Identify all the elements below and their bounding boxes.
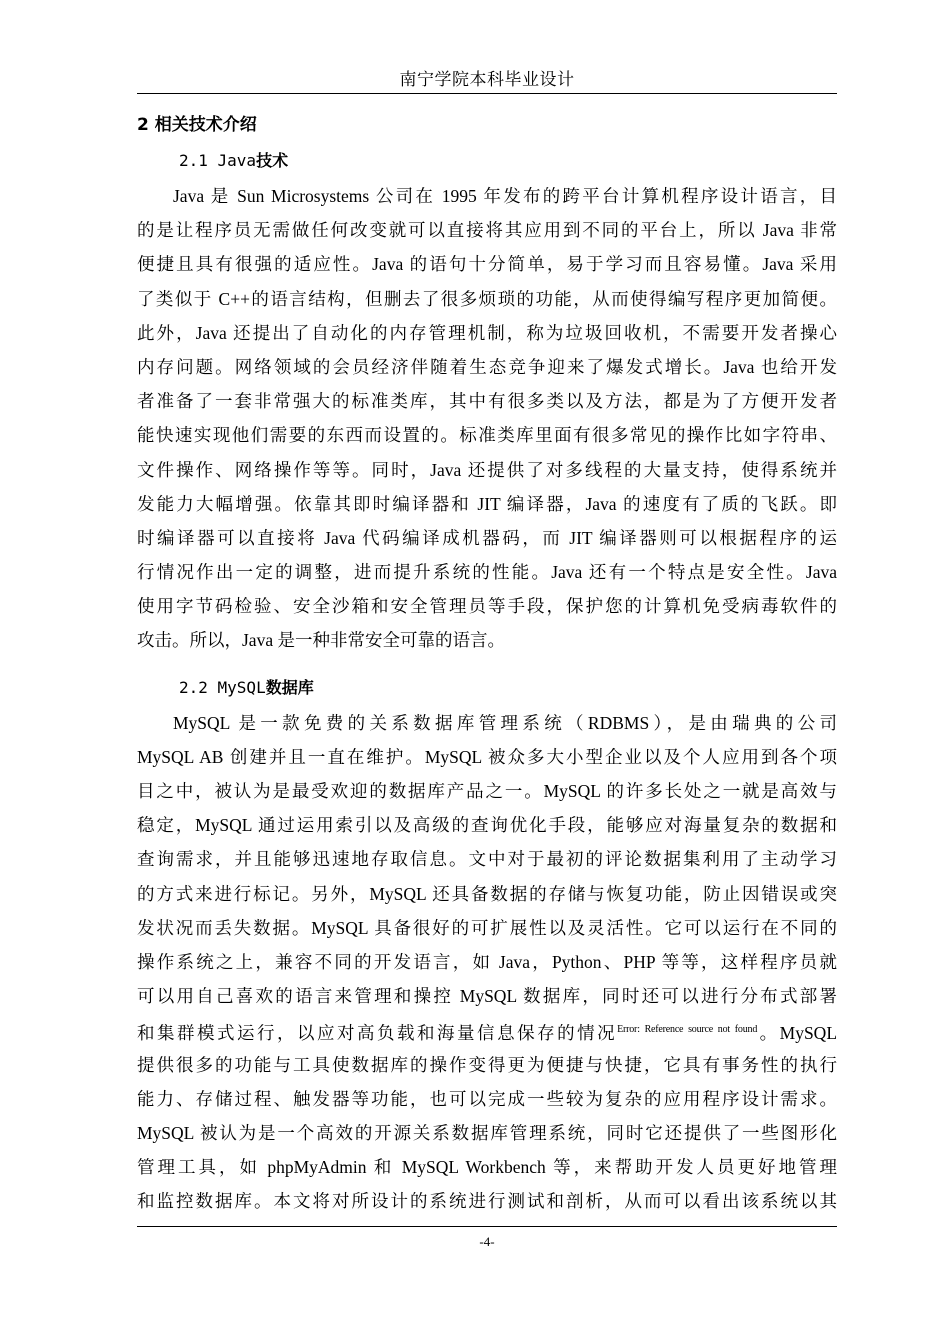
paragraph-line: 此外，Java 还提出了自动化的内存管理机制，称为垃圾回收机，不需要开发者操心 — [137, 322, 837, 343]
paragraph-line: 内存问题。网络领域的会员经济伴随着生态竞争迎来了爆发式增长。Java 也给开发 — [137, 356, 837, 377]
paragraph-line: 操作系统之上，兼容不同的开发语言，如 Java，Python、PHP 等等，这样程序员就 — [137, 951, 837, 972]
paragraph-line: 者准备了一套非常强大的标准类库，其中有很多类以及方法，都是为了方便开发者 — [137, 391, 837, 412]
subsection-number: 2.1 Java — [179, 151, 257, 170]
paragraph-line: 文件操作、网络操作等等。同时，Java 还提供了对多线程的大量支持，使得系统并 — [137, 459, 837, 480]
page-number: -4- — [479, 1234, 495, 1249]
paragraph-line: 了类似于 C++的语言结构，但删去了很多烦琐的功能，从而使得编写程序更加简便。 — [137, 288, 837, 309]
subsection-number: 2.2 MySQL — [179, 677, 266, 697]
line-text: 。MySQL — [757, 1023, 838, 1044]
page-body — [137, 107, 837, 1218]
paragraph-line: 稳定，MySQL 通过运用索引以及高级的查询优化手段，能够应对海量复杂的数据和 — [137, 815, 837, 836]
paragraph-java — [137, 179, 837, 658]
paragraph-line: 能快速实现他们需要的东西而设置的。标准类库里面有很多常见的操作比如字符串、 — [137, 425, 837, 446]
subsection-heading-java — [137, 143, 837, 179]
subsection-heading-mysql — [137, 670, 837, 706]
section-heading: 2 相关技术介绍 — [137, 115, 257, 135]
paragraph-line: MySQL AB 创建并且一直在维护。MySQL 被众多大小型企业以及个人应用到各个项 — [137, 746, 837, 767]
paragraph-line: 和监控数据库。本文将对所设计的系统进行测试和剖析，从而可以看出该系统以其 — [137, 1191, 837, 1212]
paragraph-line: 的是让程序员无需做任何改变就可以直接将其应用到不同的平台上，所以 Java 非常 — [137, 220, 837, 241]
subsection-title: 技术 — [256, 151, 289, 170]
paragraph-line: 便捷且具有很强的适应性。Java 的语句十分简单，易于学习而且容易懂。Java 采用 — [137, 254, 837, 275]
paragraph-line: MySQL 被认为是一个高效的开源关系数据库管理系统，同时它还提供了一些图形化 — [137, 1122, 837, 1143]
paragraph-line: 攻击。所以，Java 是一种非常安全可靠的语言。 — [137, 630, 505, 651]
paragraph-line: 行情况作出一定的调整，进而提升系统的性能。Java 还有一个特点是安全性。Java — [137, 562, 837, 583]
paragraph-line: MySQL 是一款免费的关系数据库管理系统（RDBMS），是由瑞典的公司 — [173, 712, 837, 733]
paragraph-line: 的方式来进行标记。另外，MySQL 还具备数据的存储与恢复功能，防止因错误或突 — [137, 883, 837, 904]
paragraph-line: 时编译器可以直接将 Java 代码编译成机器码，而 JIT 编译器则可以根据程序的运 — [137, 527, 837, 548]
paragraph-mysql — [137, 706, 837, 1219]
footer-rule — [137, 1226, 837, 1227]
line-text: 和集群模式运行，以应对高负载和海量信息保存的情况 — [137, 1023, 618, 1044]
paragraph-line: 发状况而丢失数据。MySQL 具备很好的可扩展性以及灵活性。它可以运行在不同的 — [137, 917, 837, 938]
paragraph-line: 提供很多的功能与工具使数据库的操作变得更为便捷与快捷，它具有事务性的执行 — [137, 1054, 837, 1075]
paragraph-line: 查询需求，并且能够迅速地存取信息。文中对于最初的评论数据集利用了主动学习 — [137, 849, 837, 870]
header-rule — [137, 93, 837, 94]
paragraph-line: 能力、存储过程、触发器等功能，也可以完成一些较为复杂的应用程序设计需求。 — [137, 1088, 837, 1109]
subsection-title: 数据库 — [265, 677, 314, 697]
paragraph-line-with-reference — [137, 1013, 837, 1047]
reference-error-note: Error: Reference source not found — [617, 1024, 758, 1036]
paragraph-line: 发能力大幅增强。依靠其即时编译器和 JIT 编译器，Java 的速度有了质的飞跃。即 — [137, 493, 837, 514]
paragraph-line: 使用字节码检验、安全沙箱和安全管理员等手段，保护您的计算机免受病毒软件的 — [137, 596, 837, 617]
paragraph-line: 目之中，被认为是最受欢迎的数据库产品之一。MySQL 的许多长处之一就是高效与 — [137, 781, 837, 801]
running-header: 南宁学院本科毕业设计 — [399, 70, 575, 89]
paragraph-line: 管理工具，如 phpMyAdmin 和 MySQL Workbench 等，来帮助开发人员更好地管理 — [137, 1157, 837, 1178]
paragraph-line: 可以用自己喜欢的语言来管理和操控 MySQL 数据库，同时还可以进行分布式部署 — [137, 986, 837, 1007]
section-gap — [137, 658, 837, 670]
paragraph-line: Java 是 Sun Microsystems 公司在 1995 年发布的跨平台计算机程序设计语言，目 — [173, 186, 837, 206]
